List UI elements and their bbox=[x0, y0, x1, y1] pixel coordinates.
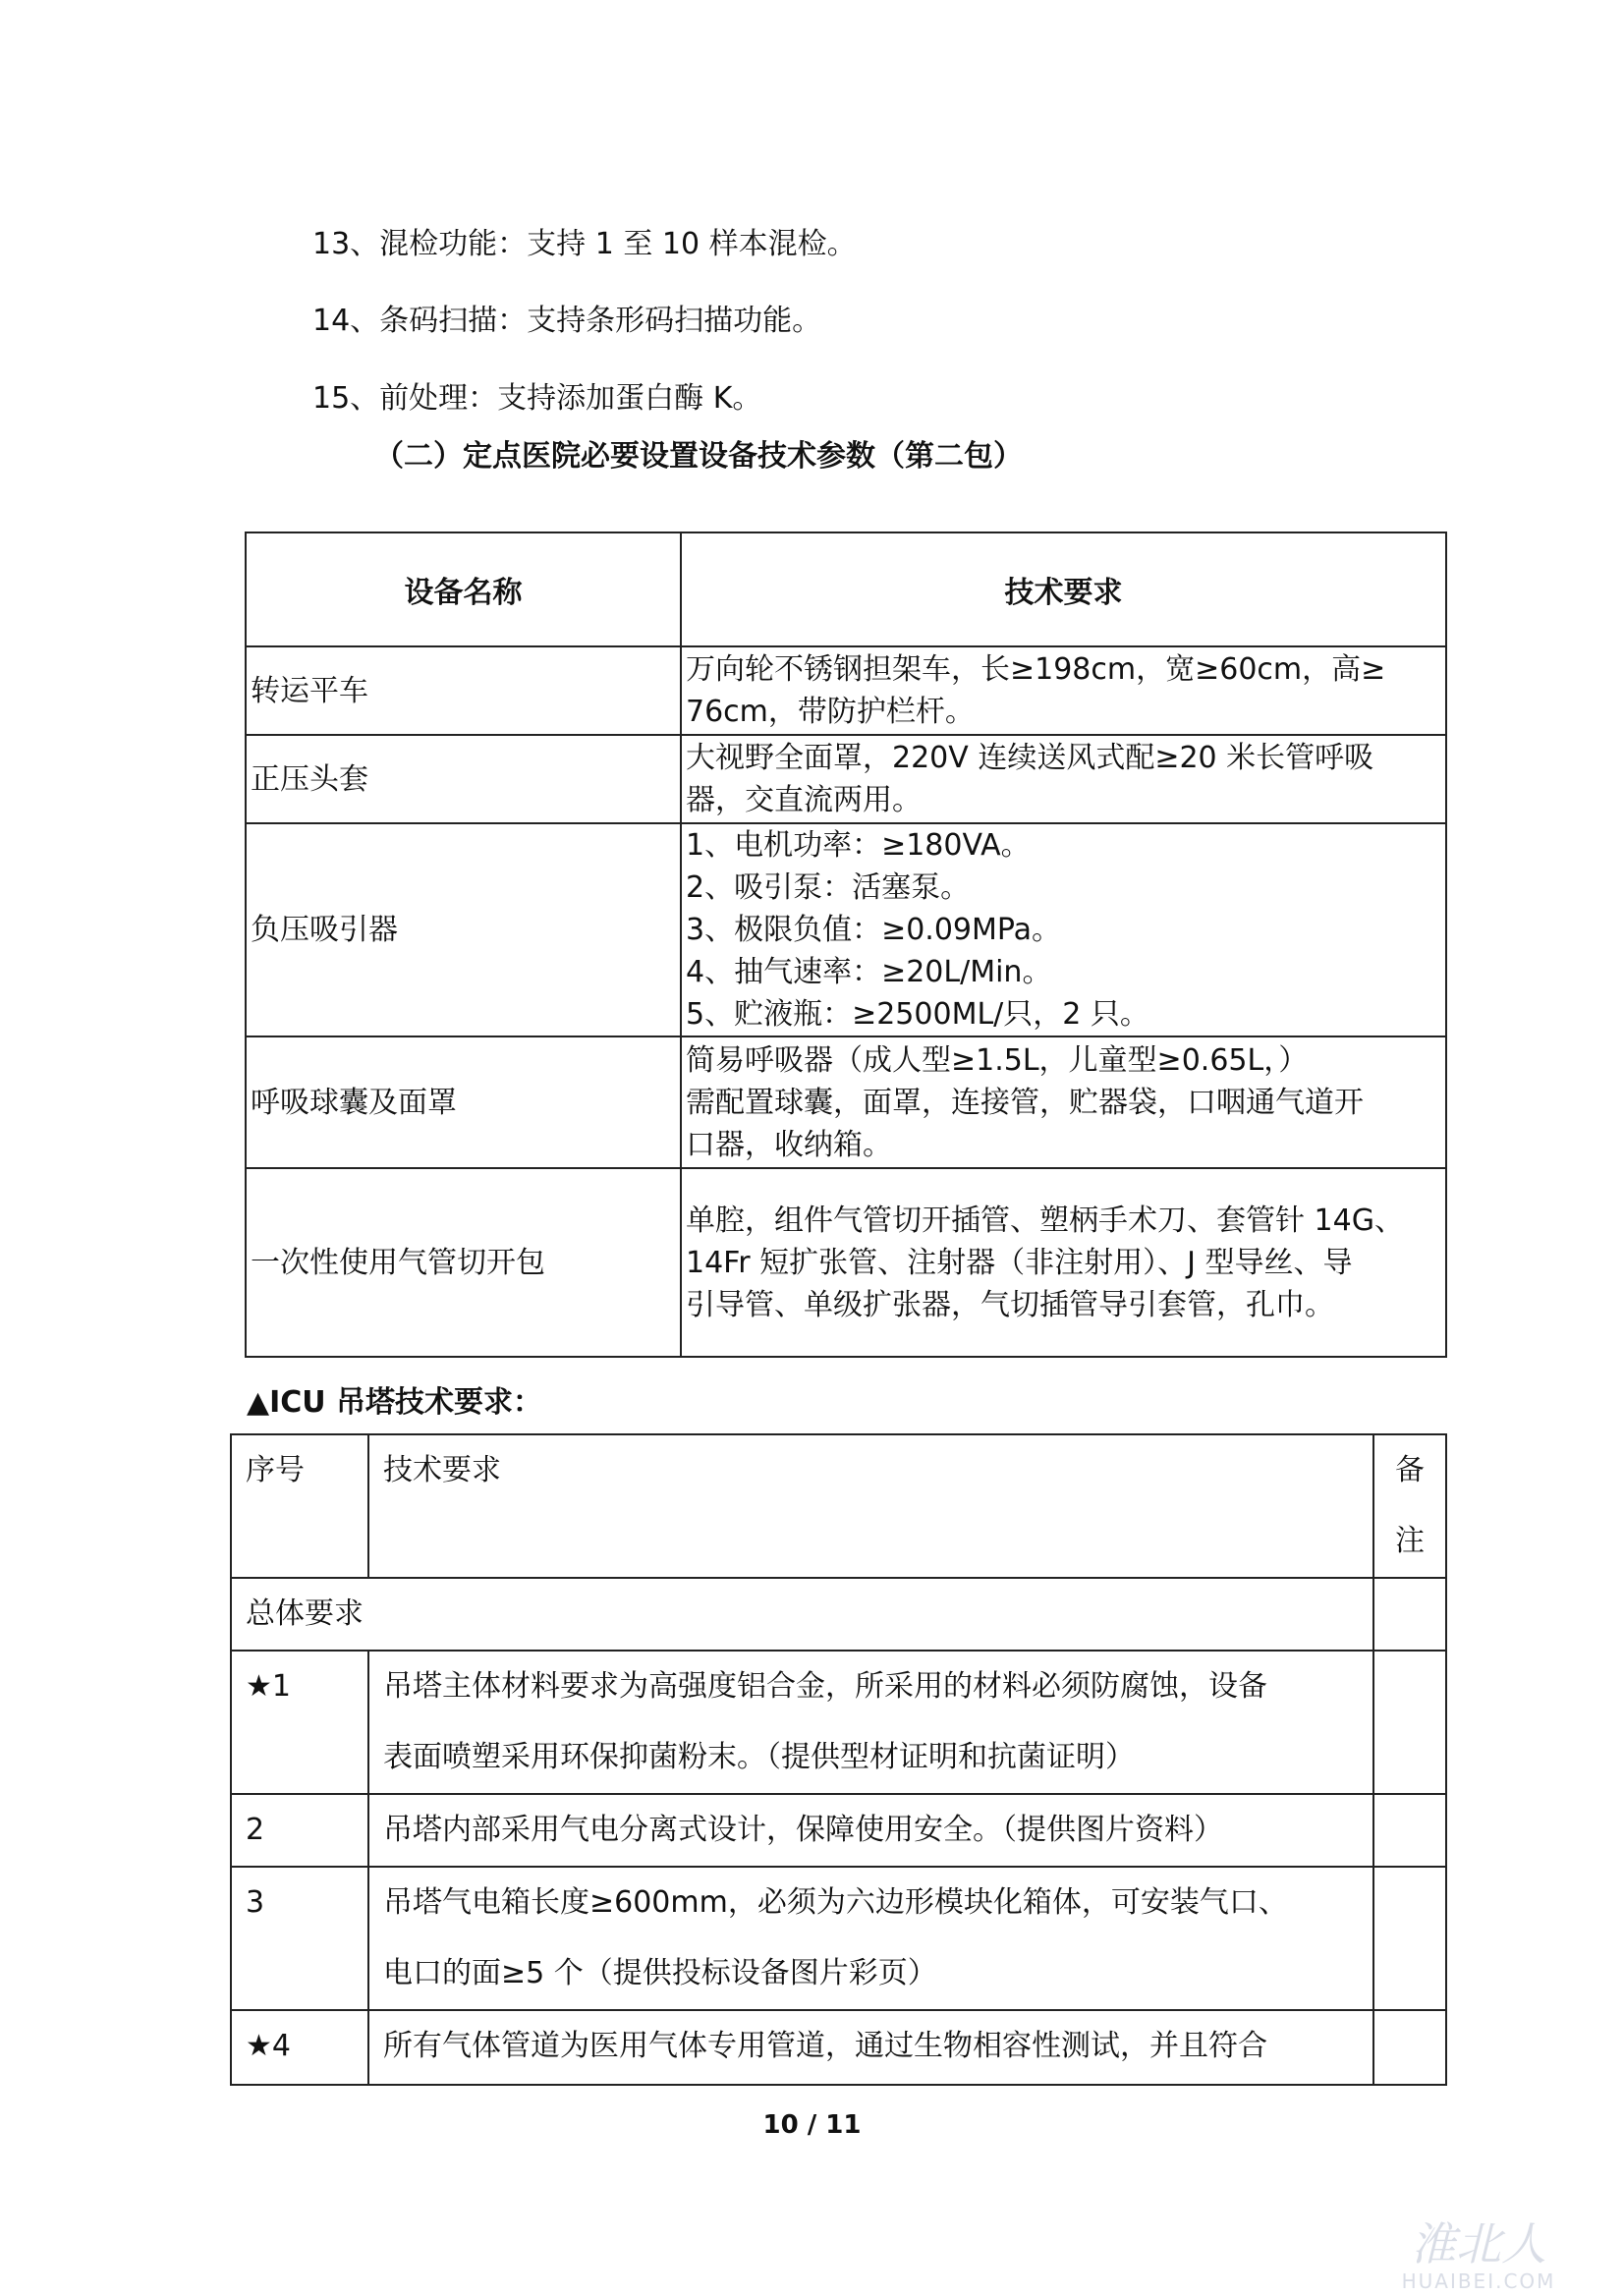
requirement-line: 口器，收纳箱。 bbox=[686, 1127, 892, 1162]
requirement-line: 器，交直流两用。 bbox=[686, 783, 922, 817]
serial-no: ★4 bbox=[231, 2010, 368, 2085]
requirement-line: 吊塔主体材料要求为高强度铝合金，所采用的材料必须防腐蚀，设备 bbox=[383, 1669, 1267, 1704]
header-technical-requirements: 技术要求 bbox=[368, 1434, 1373, 1578]
requirement-line: 万向轮不锈钢担架车，长≥198cm，宽≥60cm，高≥ bbox=[686, 652, 1386, 687]
requirement-cell bbox=[681, 735, 1446, 823]
requirement-line: 引导管、单级扩张器，气切插管导引套管，孔巾。 bbox=[686, 1287, 1334, 1322]
header-serial-no: 序号 bbox=[231, 1434, 368, 1578]
header-technical-requirements: 技术要求 bbox=[681, 532, 1446, 646]
icu-pendant-table bbox=[230, 1433, 1447, 2086]
requirement-cell bbox=[681, 646, 1446, 735]
serial-no: 2 bbox=[231, 1794, 368, 1867]
site-watermark bbox=[1366, 2218, 1592, 2293]
remarks-char: 备 bbox=[1395, 1453, 1425, 1487]
remarks-cell bbox=[1373, 1794, 1446, 1867]
table-row bbox=[246, 646, 1446, 735]
table-row bbox=[231, 1651, 1446, 1794]
requirement-line: 大视野全面罩，220V 连续送风式配≥20 米长管呼吸 bbox=[686, 741, 1374, 775]
table-header-row bbox=[246, 532, 1446, 646]
requirement-line: 需配置球囊，面罩，连接管，贮器袋，口咽通气道开 bbox=[686, 1085, 1364, 1120]
requirement-line: 14Fr 短扩张管、注射器（非注射用）、J 型导丝、导 bbox=[686, 1245, 1353, 1280]
requirement-line: 76cm，带防护栏杆。 bbox=[686, 695, 975, 729]
requirement-line: 单腔，组件气管切开插管、塑柄手术刀、套管针 14G、 bbox=[686, 1203, 1404, 1238]
requirement-cell bbox=[368, 1867, 1373, 2010]
requirement-line: 吊塔内部采用气电分离式设计，保障使用安全。（提供图片资料） bbox=[383, 1813, 1223, 1847]
paragraph-14: 14、条码扫描：支持条形码扫描功能。 bbox=[312, 304, 822, 338]
requirement-line: 3、极限负值：≥0.09MPa。 bbox=[686, 913, 1062, 947]
remarks-cell bbox=[1373, 1867, 1446, 2010]
header-remarks bbox=[1373, 1434, 1446, 1578]
paragraph-15: 15、前处理：支持添加蛋白酶 K。 bbox=[312, 381, 762, 416]
table-row bbox=[246, 823, 1446, 1036]
equipment-name: 正压头套 bbox=[246, 735, 681, 823]
paragraph-13: 13、混检功能：支持 1 至 10 样本混检。 bbox=[312, 227, 857, 261]
remarks-cell bbox=[1373, 1578, 1446, 1651]
requirement-cell bbox=[681, 1168, 1446, 1357]
equipment-name: 负压吸引器 bbox=[246, 823, 681, 1036]
requirement-line: 2、吸引泵：活塞泵。 bbox=[686, 870, 971, 905]
requirement-cell bbox=[681, 823, 1446, 1036]
equipment-name: 一次性使用气管切开包 bbox=[246, 1168, 681, 1357]
requirement-cell bbox=[368, 2010, 1373, 2085]
icu-pendant-subheading: ▲ICU 吊塔技术要求： bbox=[247, 1385, 543, 1420]
page-number: 10 / 11 bbox=[762, 2110, 862, 2140]
requirement-line: 电口的面≥5 个（提供投标设备图片彩页） bbox=[383, 1956, 937, 1990]
table-row bbox=[231, 1794, 1446, 1867]
watermark-logo-text: 淮北人 bbox=[1411, 2217, 1546, 2270]
table-row bbox=[246, 735, 1446, 823]
requirement-line: 吊塔气电箱长度≥600mm，必须为六边形模块化箱体，可安装气口、 bbox=[383, 1885, 1288, 1920]
remarks-char: 注 bbox=[1395, 1524, 1425, 1558]
serial-no: 3 bbox=[231, 1867, 368, 2010]
table-row bbox=[246, 1168, 1446, 1357]
remarks-cell bbox=[1373, 1651, 1446, 1794]
requirement-cell bbox=[368, 1794, 1373, 1867]
requirement-line: 表面喷塑采用环保抑菌粉末。（提供型材证明和抗菌证明） bbox=[383, 1740, 1135, 1774]
table-row bbox=[246, 1036, 1446, 1168]
header-equipment-name: 设备名称 bbox=[246, 532, 681, 646]
equipment-spec-table bbox=[245, 532, 1447, 1358]
table-row bbox=[231, 1867, 1446, 2010]
requirement-line: 简易呼吸器（成人型≥1.5L，儿童型≥0.65L，） bbox=[686, 1042, 1309, 1078]
section-heading: （二）定点医院必要设置设备技术参数（第二包） bbox=[374, 439, 1023, 474]
requirement-line: 5、贮液瓶：≥2500ML/只，2 只。 bbox=[686, 997, 1149, 1032]
requirement-cell bbox=[681, 1036, 1446, 1168]
group-label: 总体要求 bbox=[231, 1578, 1373, 1651]
equipment-name: 转运平车 bbox=[246, 646, 681, 735]
serial-no: ★1 bbox=[231, 1651, 368, 1794]
requirement-cell bbox=[368, 1651, 1373, 1794]
table-header-row bbox=[231, 1434, 1446, 1578]
equipment-name: 呼吸球囊及面罩 bbox=[246, 1036, 681, 1168]
table-row bbox=[231, 2010, 1446, 2085]
requirement-line: 4、抽气速率：≥20L/Min。 bbox=[686, 955, 1052, 989]
group-row bbox=[231, 1578, 1446, 1651]
watermark-domain: HUAIBEI.COM bbox=[1401, 2269, 1556, 2293]
requirement-line: 所有气体管道为医用气体专用管道，通过生物相容性测试，并且符合 bbox=[383, 2029, 1267, 2063]
remarks-cell bbox=[1373, 2010, 1446, 2085]
requirement-line: 1、电机功率：≥180VA。 bbox=[686, 828, 1031, 863]
